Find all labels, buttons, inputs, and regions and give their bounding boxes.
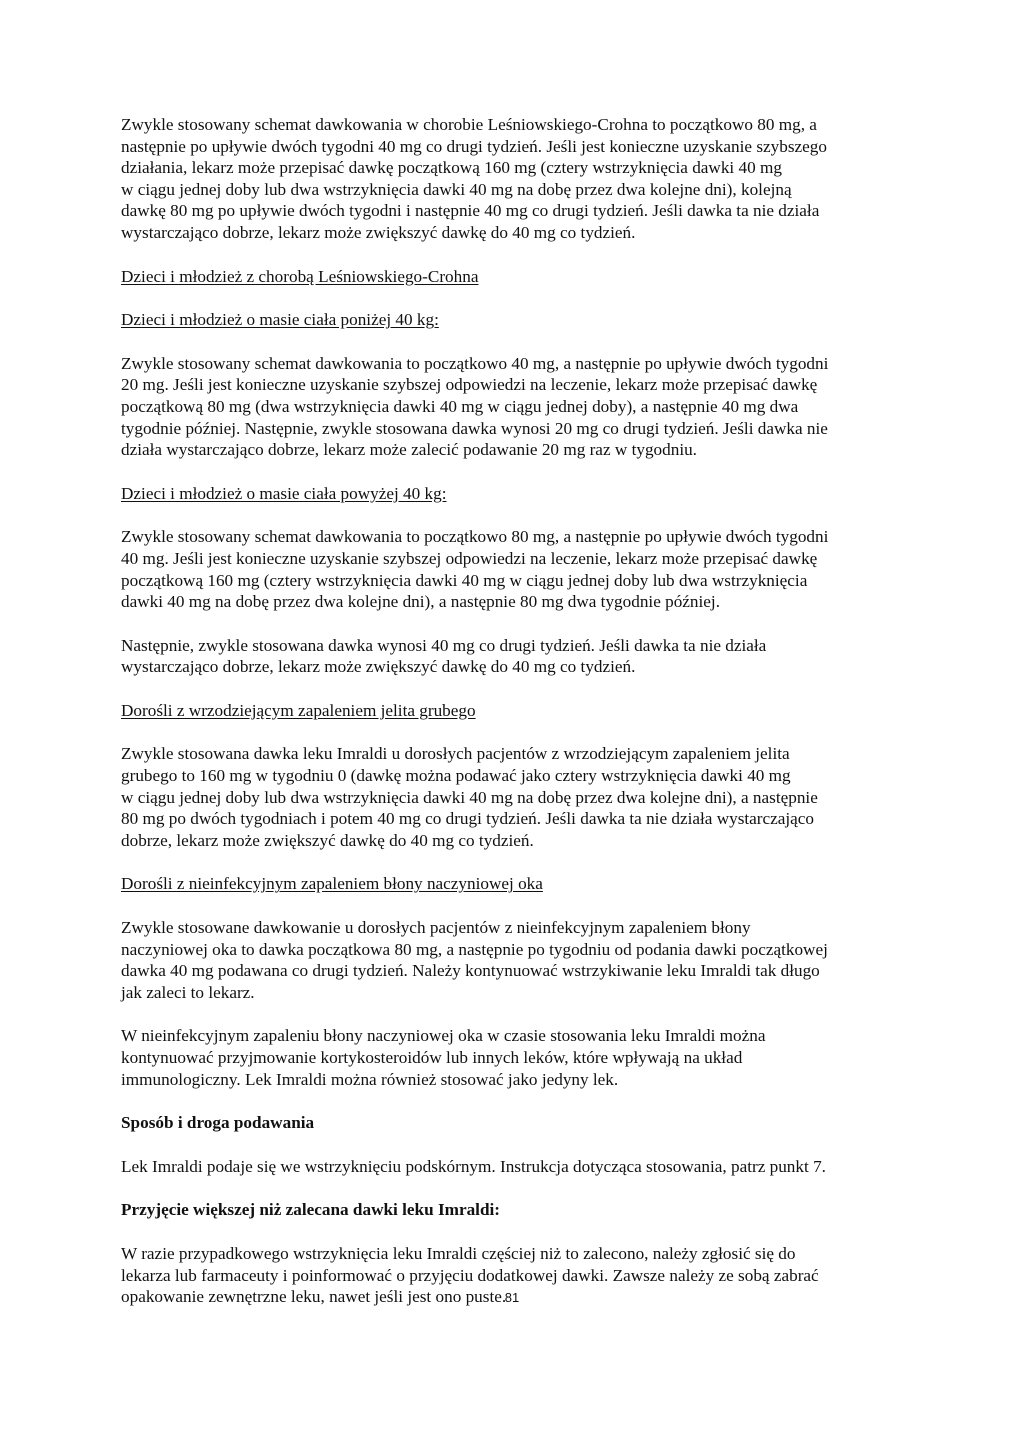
spacer [121, 1134, 913, 1156]
page-number: 81 [504, 1290, 520, 1305]
spacer [121, 1090, 913, 1112]
heading-ulcerative-colitis [121, 700, 913, 722]
text-line: dawki 40 mg na dobę przez dwa kolejne dni), a następnie 80 mg dwa tygodnie później. [121, 592, 721, 612]
heading-children-crohn [121, 266, 913, 288]
text-line: kontynuować przyjmowanie kortykosteroidów lub innych leków, które wpływają na układ [121, 1048, 743, 1067]
text-line: wystarczająco dobrze, lekarz może zwiększyć dawkę do 40 mg co tydzień. [121, 657, 636, 677]
spacer [121, 331, 913, 353]
heading-administration [121, 1112, 913, 1134]
section-heading: Dzieci i młodzież o masie ciała poniżej 40 kg: [121, 310, 439, 330]
text-line: naczyniowej oka to dawka początkowa 80 mg, a następnie po tygodniu od podania dawki początkowej [121, 939, 828, 959]
text-line: w ciągu jednej doby lub dwa wstrzyknięcia dawki 40 mg na dobę przez dwa kolejne dni), a następnie [121, 787, 818, 807]
text-line: dawka 40 mg podawana co drugi tydzień. Należy kontynuować wstrzykiwanie leku Imraldi tak długo [121, 961, 820, 981]
section-heading: Dzieci i młodzież o masie ciała powyżej 40 kg: [121, 483, 447, 503]
paragraph-crohn-adult-dosing [121, 114, 913, 244]
paragraph-children-over-40kg [121, 526, 913, 612]
bold-heading: Sposób i droga podawania [121, 1113, 315, 1133]
section-heading: Dorośli z nieinfekcyjnym zapaleniem błony naczyniowej oka [121, 874, 543, 894]
text-line: grubego to 160 mg w tygodniu 0 (dawkę można podawać jako cztery wstrzyknięcia dawki 40 mg [121, 766, 791, 786]
text-line: lekarza lub farmaceuty i poinformować o przyjęciu dodatkowej dawki. Zawsze należy ze sobą zabrać [121, 1265, 819, 1285]
text-line: początkową 160 mg (cztery wstrzyknięcia dawki 40 mg w ciągu jednej doby lub dwa wstrzyknięcia [121, 570, 808, 590]
text-line: Lek Imraldi podaje się we wstrzyknięciu podskórnym. Instrukcja dotycząca stosowania, patrz punkt 7. [121, 1156, 826, 1176]
text-line: W razie przypadkowego wstrzyknięcia leku Imraldi częściej niż to zalecono, należy zgłosić się do [121, 1243, 796, 1263]
document-body [121, 114, 913, 1308]
text-line: dobrze, lekarz może zwiększyć dawkę do 40 mg co tydzień. [121, 830, 534, 850]
text-line: wystarczająco dobrze, lekarz może zwiększyć dawkę do 40 mg co tydzień. [121, 222, 636, 242]
spacer [121, 678, 913, 700]
text-line: Zwykle stosowane dawkowanie u dorosłych pacjentów z nieinfekcyjnym zapaleniem błony [121, 918, 751, 938]
text-line: jak zaleci to lekarz. [121, 982, 255, 1002]
text-line: 40 mg. Jeśli jest konieczne uzyskanie szybszej odpowiedzi na leczenie, lekarz może przepisać dawkę [121, 548, 818, 568]
text-line: immunologiczny. Lek Imraldi można również stosować jako jedyny lek. [121, 1069, 619, 1089]
spacer [121, 613, 913, 635]
text-line: Zwykle stosowany schemat dawkowania to początkowo 40 mg, a następnie po upływie dwóch tygodni [121, 353, 829, 373]
spacer [121, 895, 913, 917]
paragraph-administration [121, 1156, 913, 1178]
spacer [121, 1221, 913, 1243]
text-line: Zwykle stosowany schemat dawkowania to początkowo 80 mg, a następnie po upływie dwóch tygodni [121, 527, 829, 547]
heading-children-over-40kg [121, 483, 913, 505]
spacer [121, 287, 913, 309]
text-line: dawkę 80 mg po upływie dwóch tygodni i następnie 40 mg co drugi tydzień. Jeśli dawka ta nie działa [121, 201, 820, 221]
text-line: w ciągu jednej doby lub dwa wstrzyknięcia dawki 40 mg na dobę przez dwa kolejne dni), kolejną [121, 179, 792, 199]
section-heading: Dzieci i młodzież z chorobą Leśniowskiego-Crohna [121, 266, 479, 286]
text-line: Następnie, zwykle stosowana dawka wynosi 40 mg co drugi tydzień. Jeśli dawka ta nie działa [121, 635, 767, 655]
bold-heading: Przyjęcie większej niż zalecana dawki leku Imraldi: [121, 1200, 501, 1220]
text-line: Zwykle stosowana dawka leku Imraldi u dorosłych pacjentów z wrzodziejącym zapaleniem jelita [121, 744, 790, 764]
text-line: tygodnie później. Następnie, zwykle stosowana dawka wynosi 20 mg co drugi tydzień. Jeśli dawka nie [121, 418, 828, 438]
text-line: 80 mg po dwóch tygodniach i potem 40 mg co drugi tydzień. Jeśli dawka ta nie działa wystarczająco [121, 809, 815, 829]
text-line: W nieinfekcyjnym zapaleniu błony naczyniowej oka w czasie stosowania leku Imraldi można [121, 1026, 766, 1046]
text-line: początkową 80 mg (dwa wstrzyknięcia dawki 40 mg w ciągu jednej doby), a następnie 40 mg dwa [121, 396, 799, 416]
spacer [121, 1177, 913, 1199]
paragraph-uveitis-concomitant [121, 1025, 913, 1090]
heading-overdose [121, 1199, 913, 1221]
spacer [121, 721, 913, 743]
spacer [121, 461, 913, 483]
spacer [121, 244, 913, 266]
paragraph-uveitis-dosing [121, 917, 913, 1003]
text-line: opakowanie zewnętrzne leku, nawet jeśli jest ono puste. [121, 1287, 507, 1307]
text-line: działa wystarczająco dobrze, lekarz może zalecić podawanie 20 mg raz w tygodniu. [121, 440, 697, 460]
paragraph-children-under-40kg [121, 353, 913, 461]
text-line: Zwykle stosowany schemat dawkowania w chorobie Leśniowskiego-Crohna to początkowo 80 mg, a [121, 115, 817, 134]
spacer [121, 851, 913, 873]
paragraph-children-maintenance [121, 635, 913, 678]
text-line: 20 mg. Jeśli jest konieczne uzyskanie szybszej odpowiedzi na leczenie, lekarz może przepisać dawkę [121, 375, 818, 395]
heading-children-under-40kg [121, 309, 913, 331]
text-line: następnie po upływie dwóch tygodni 40 mg co drugi tydzień. Jeśli jest konieczne uzyskanie szybszego [121, 136, 827, 156]
heading-uveitis [121, 873, 913, 895]
section-heading: Dorośli z wrzodziejącym zapaleniem jelita grubego [121, 700, 476, 720]
paragraph-ulcerative-colitis [121, 743, 913, 851]
text-line: działania, lekarz może przepisać dawkę początkową 160 mg (cztery wstrzyknięcia dawki 40 mg [121, 158, 782, 178]
spacer [121, 504, 913, 526]
spacer [121, 1003, 913, 1025]
